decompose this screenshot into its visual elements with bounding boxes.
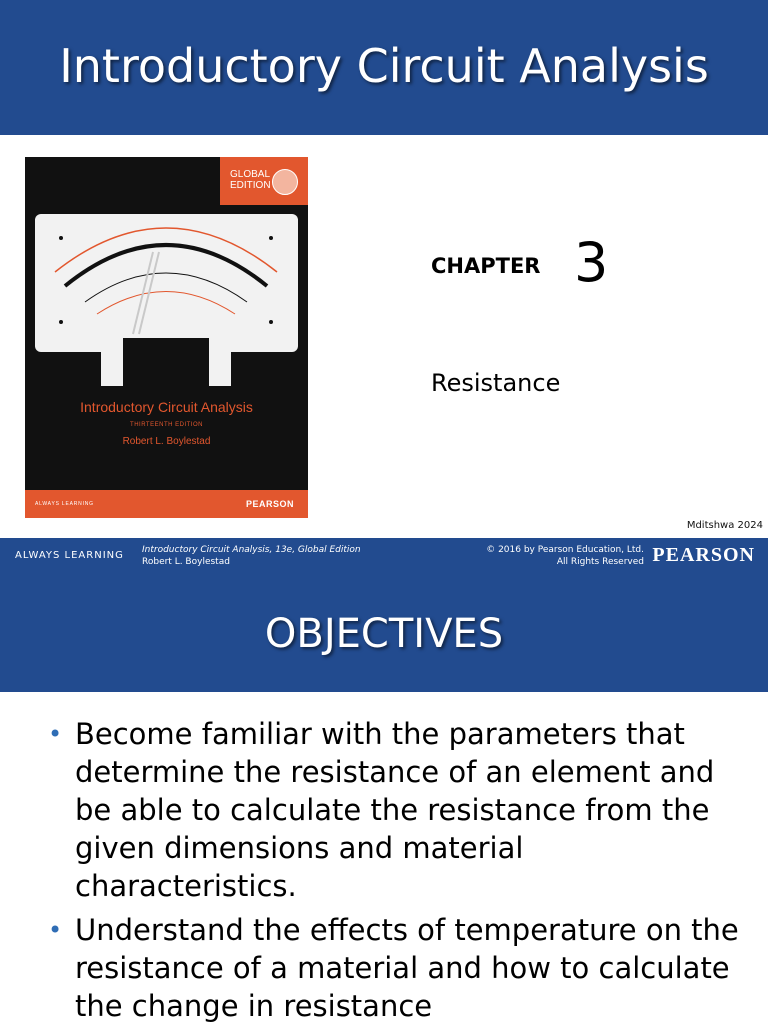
objectives-list [48,715,748,1031]
bullet-text: Understand the effects of temperature on the resistance of a material and how to calculate the change in resistance [75,913,739,1023]
chapter-subtitle: Resistance [431,369,561,397]
list-item [48,715,748,905]
multimeter-dial-illustration [35,214,298,386]
cover-footer [25,490,308,518]
bullet-text: Become familiar with the parameters that determine the resistance of an element and be able to calculate the resistance from the given dimensions and material characteristics. [75,717,715,903]
cover-always-learning: ALWAYS LEARNING [35,501,94,507]
slide-footer [0,538,768,576]
globe-icon [272,169,298,195]
cover-edition: THIRTEENTH EDITION [130,422,203,428]
chapter-number: 3 [574,231,609,294]
bullet-icon: • [48,720,63,748]
cover-title: Introductory Circuit Analysis [80,399,253,415]
title-bar [0,0,768,135]
bullet-icon: • [48,916,63,944]
global-edition-badge [220,157,308,205]
cover-pearson-logo: PEARSON [245,499,294,509]
list-item [48,911,748,1025]
chapter-label: CHAPTER [431,254,541,278]
always-learning-logo: ALWAYS LEARNING [15,550,124,561]
cover-author: Robert L. Boylestad [122,436,211,447]
global-edition-text: GLOBAL EDITION [230,169,271,191]
pearson-logo: PEARSON [652,544,755,566]
slide-title: Introductory Circuit Analysis [59,39,709,93]
footer-rights: All Rights Reserved [556,557,644,567]
footer-book-title: Introductory Circuit Analysis, 13e, Global Edition [142,545,361,555]
author-tag: Mditshwa 2024 [686,520,763,531]
footer-author: Robert L. Boylestad [142,557,230,567]
footer-copyright: © 2016 by Pearson Education, Ltd. [486,545,644,555]
book-cover-image [25,157,308,518]
objectives-title: OBJECTIVES [264,611,504,657]
